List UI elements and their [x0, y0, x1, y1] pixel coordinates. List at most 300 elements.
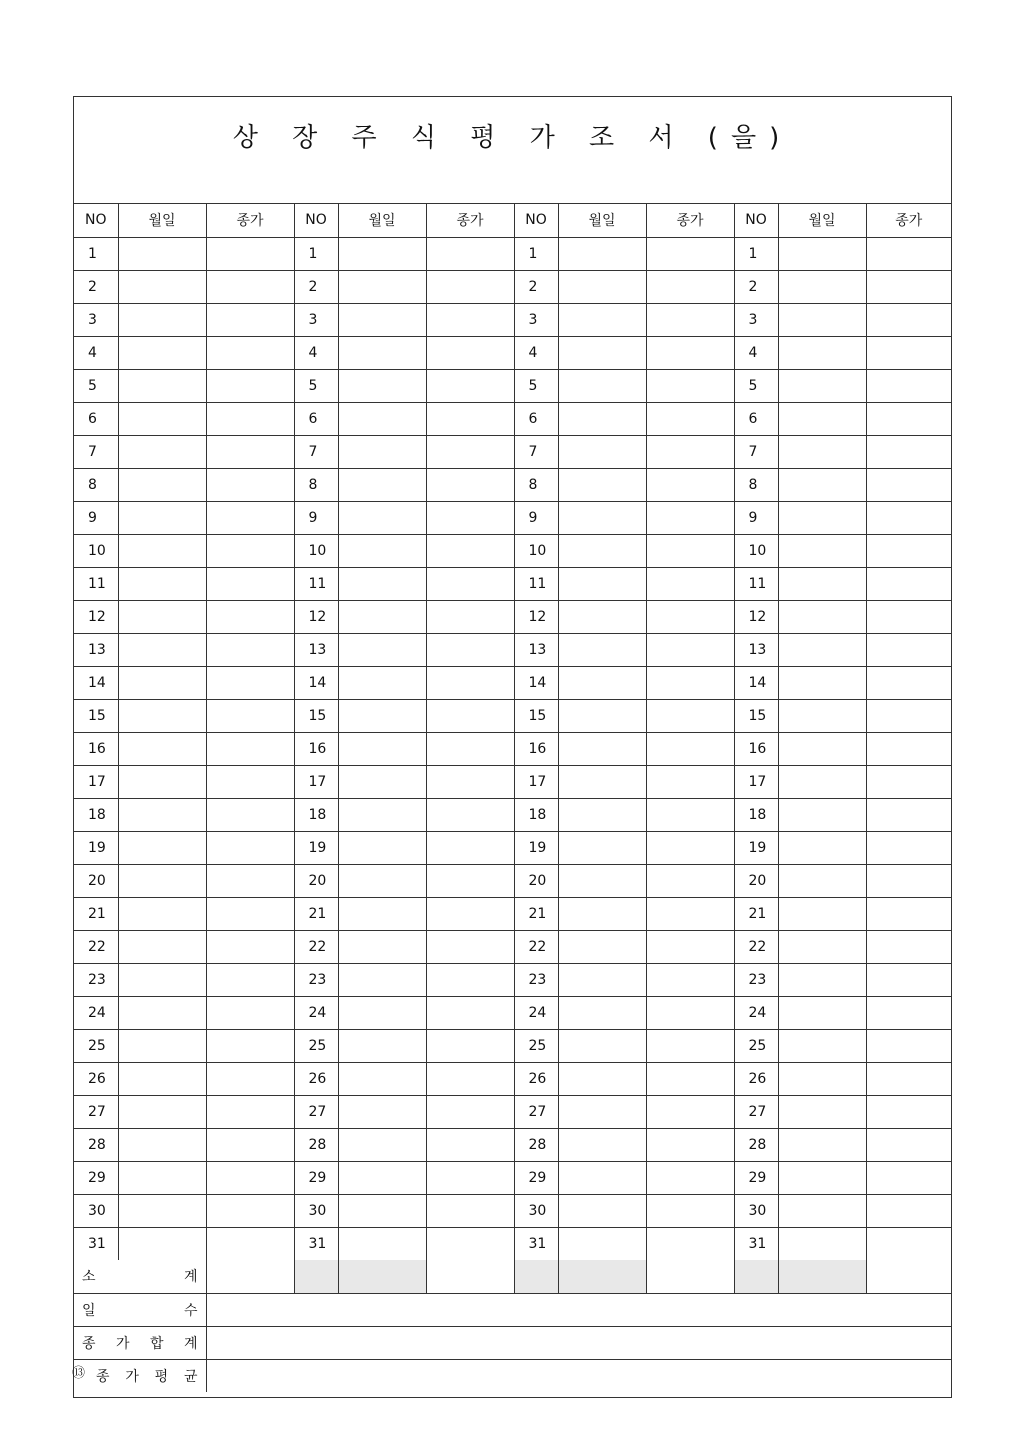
table-row [74, 633, 951, 666]
date-cell [118, 435, 206, 468]
price-cell [866, 666, 951, 699]
date-cell [118, 732, 206, 765]
price-cell [646, 666, 734, 699]
subtotal-cell [338, 1260, 426, 1293]
row-number: 2 [294, 270, 338, 303]
price-cell [646, 369, 734, 402]
row-number: 21 [294, 897, 338, 930]
table-row [74, 699, 951, 732]
row-number: 5 [74, 369, 118, 402]
price-cell [206, 831, 294, 864]
row-number: 10 [734, 534, 778, 567]
date-cell [338, 237, 426, 270]
price-cell [866, 501, 951, 534]
row-number: 2 [74, 270, 118, 303]
price-cell [206, 1194, 294, 1227]
table-row [74, 930, 951, 963]
date-cell [118, 567, 206, 600]
row-number: 15 [514, 699, 558, 732]
price-cell [646, 897, 734, 930]
price-cell [646, 633, 734, 666]
price-cell [426, 732, 514, 765]
row-number: 4 [74, 336, 118, 369]
table-row [74, 666, 951, 699]
row-number: 20 [514, 864, 558, 897]
row-number: 13 [734, 633, 778, 666]
row-number: 11 [74, 567, 118, 600]
price-cell [206, 501, 294, 534]
row-number: 9 [294, 501, 338, 534]
price-cell [866, 1227, 951, 1260]
price-cell [646, 831, 734, 864]
date-cell [558, 468, 646, 501]
price-cell [426, 1062, 514, 1095]
price-cell [646, 864, 734, 897]
row-number: 7 [294, 435, 338, 468]
header-price: 종가 [426, 204, 514, 237]
row-number: 31 [294, 1227, 338, 1260]
date-cell [338, 765, 426, 798]
date-cell [338, 336, 426, 369]
subtotal-row [74, 1260, 951, 1293]
date-cell [338, 831, 426, 864]
date-cell [558, 501, 646, 534]
price-cell [646, 996, 734, 1029]
date-cell [118, 699, 206, 732]
row-number: 18 [734, 798, 778, 831]
price-cell [426, 666, 514, 699]
row-number: 21 [514, 897, 558, 930]
price-cell [426, 237, 514, 270]
row-number: 25 [294, 1029, 338, 1062]
price-cell [646, 1029, 734, 1062]
date-cell [778, 468, 866, 501]
row-number: 27 [514, 1095, 558, 1128]
row-number: 30 [734, 1194, 778, 1227]
price-cell [426, 1095, 514, 1128]
row-number: 16 [734, 732, 778, 765]
row-number: 27 [734, 1095, 778, 1128]
price-cell [206, 963, 294, 996]
table-row [74, 831, 951, 864]
price-cell [206, 270, 294, 303]
price-cell [866, 468, 951, 501]
price-cell [646, 534, 734, 567]
table-row [74, 1128, 951, 1161]
date-cell [338, 864, 426, 897]
date-cell [558, 930, 646, 963]
price-cell [866, 897, 951, 930]
row-number: 23 [734, 963, 778, 996]
date-cell [118, 468, 206, 501]
date-cell [558, 798, 646, 831]
row-number: 15 [294, 699, 338, 732]
row-number: 5 [734, 369, 778, 402]
date-cell [118, 1095, 206, 1128]
price-cell [426, 1227, 514, 1260]
date-cell [338, 303, 426, 336]
date-cell [118, 864, 206, 897]
date-cell [118, 270, 206, 303]
date-cell [338, 1128, 426, 1161]
row-number: 21 [734, 897, 778, 930]
date-cell [118, 633, 206, 666]
date-cell [558, 534, 646, 567]
row-number: 19 [514, 831, 558, 864]
row-number: 27 [74, 1095, 118, 1128]
date-cell [558, 1029, 646, 1062]
price-cell [866, 864, 951, 897]
row-number: 18 [514, 798, 558, 831]
date-cell [118, 1062, 206, 1095]
date-cell [558, 402, 646, 435]
row-number: 25 [734, 1029, 778, 1062]
date-cell [338, 369, 426, 402]
price-cell [426, 270, 514, 303]
row-number: 20 [74, 864, 118, 897]
row-number: 7 [734, 435, 778, 468]
row-number: 5 [514, 369, 558, 402]
subtotal-cell [646, 1260, 734, 1293]
price-cell [646, 1194, 734, 1227]
price-cell [206, 369, 294, 402]
price-cell [206, 303, 294, 336]
date-cell [778, 567, 866, 600]
price-cell [646, 765, 734, 798]
date-cell [118, 1029, 206, 1062]
price-cell [426, 369, 514, 402]
date-cell [558, 765, 646, 798]
row-number: 4 [734, 336, 778, 369]
date-cell [118, 930, 206, 963]
price-cell [646, 600, 734, 633]
date-cell [338, 633, 426, 666]
price-cell [426, 699, 514, 732]
date-cell [118, 666, 206, 699]
price-cell [206, 435, 294, 468]
subtotal-cell [206, 1260, 294, 1293]
date-cell [118, 798, 206, 831]
row-number: 7 [514, 435, 558, 468]
header-date: 월일 [338, 204, 426, 237]
row-number: 29 [294, 1161, 338, 1194]
price-cell [646, 1227, 734, 1260]
price-cell [866, 534, 951, 567]
price-cell [426, 402, 514, 435]
row-number: 17 [514, 765, 558, 798]
date-cell [338, 732, 426, 765]
days-label: 일 수 [74, 1293, 206, 1326]
date-cell [558, 1062, 646, 1095]
evaluation-form [73, 96, 952, 1398]
price-cell [206, 897, 294, 930]
row-number: 26 [734, 1062, 778, 1095]
row-number: 23 [514, 963, 558, 996]
row-number: 1 [514, 237, 558, 270]
date-cell [118, 1227, 206, 1260]
price-cell [426, 864, 514, 897]
date-cell [778, 930, 866, 963]
title-area [74, 97, 951, 204]
date-cell [558, 864, 646, 897]
price-cell [866, 996, 951, 1029]
row-number: 3 [514, 303, 558, 336]
price-cell [646, 435, 734, 468]
date-cell [558, 237, 646, 270]
date-cell [558, 600, 646, 633]
row-number: 13 [514, 633, 558, 666]
row-number: 15 [734, 699, 778, 732]
row-number: 11 [734, 567, 778, 600]
row-number: 15 [74, 699, 118, 732]
price-cell [646, 567, 734, 600]
row-number: 28 [514, 1128, 558, 1161]
date-cell [778, 534, 866, 567]
row-number: 10 [294, 534, 338, 567]
header-price: 종가 [646, 204, 734, 237]
date-cell [338, 963, 426, 996]
row-number: 19 [74, 831, 118, 864]
price-cell [866, 633, 951, 666]
date-cell [338, 600, 426, 633]
date-cell [338, 1227, 426, 1260]
price-cell [866, 1161, 951, 1194]
price-cell [866, 435, 951, 468]
subtotal-label: 소 계 [74, 1260, 206, 1293]
date-cell [778, 1161, 866, 1194]
price-cell [206, 699, 294, 732]
price-cell [866, 798, 951, 831]
row-number: 17 [74, 765, 118, 798]
date-cell [118, 369, 206, 402]
date-cell [338, 1161, 426, 1194]
price-cell [646, 1128, 734, 1161]
price-cell [206, 1161, 294, 1194]
price-cell [206, 798, 294, 831]
date-cell [778, 600, 866, 633]
row-number: 22 [734, 930, 778, 963]
row-number: 4 [294, 336, 338, 369]
row-number: 25 [74, 1029, 118, 1062]
table-row [74, 963, 951, 996]
date-cell [118, 600, 206, 633]
row-number: 2 [734, 270, 778, 303]
price-cell [426, 534, 514, 567]
row-number: 13 [294, 633, 338, 666]
row-number: 1 [734, 237, 778, 270]
table-row [74, 567, 951, 600]
row-number: 29 [74, 1161, 118, 1194]
price-cell [206, 468, 294, 501]
price-cell [426, 1194, 514, 1227]
table-body [74, 204, 951, 1260]
date-cell [778, 897, 866, 930]
row-number: 30 [294, 1194, 338, 1227]
row-number: 8 [734, 468, 778, 501]
price-cell [866, 1062, 951, 1095]
row-number: 26 [514, 1062, 558, 1095]
date-cell [338, 1062, 426, 1095]
row-number: 29 [514, 1161, 558, 1194]
date-cell [778, 732, 866, 765]
price-cell [426, 303, 514, 336]
row-number: 28 [294, 1128, 338, 1161]
price-cell [866, 567, 951, 600]
date-cell [558, 666, 646, 699]
price-cell [866, 1194, 951, 1227]
row-number: 20 [734, 864, 778, 897]
date-cell [558, 699, 646, 732]
row-number: 14 [74, 666, 118, 699]
date-cell [558, 963, 646, 996]
date-cell [558, 1095, 646, 1128]
price-cell [646, 303, 734, 336]
date-cell [338, 1095, 426, 1128]
row-number: 22 [514, 930, 558, 963]
row-number: 4 [514, 336, 558, 369]
date-cell [338, 930, 426, 963]
row-number: 14 [514, 666, 558, 699]
table-row [74, 1161, 951, 1194]
price-sum-value [206, 1326, 951, 1359]
header-price: 종가 [206, 204, 294, 237]
price-cell [866, 831, 951, 864]
price-cell [646, 468, 734, 501]
price-cell [206, 1128, 294, 1161]
price-cell [206, 1095, 294, 1128]
table-row [74, 600, 951, 633]
date-cell [778, 435, 866, 468]
date-cell [778, 699, 866, 732]
row-number: 12 [734, 600, 778, 633]
date-cell [778, 270, 866, 303]
price-cell [646, 402, 734, 435]
row-number: 6 [74, 402, 118, 435]
table-row [74, 237, 951, 270]
price-cell [426, 1161, 514, 1194]
header-date: 월일 [778, 204, 866, 237]
price-cell [426, 798, 514, 831]
date-cell [118, 831, 206, 864]
price-cell [646, 501, 734, 534]
row-number: 9 [74, 501, 118, 534]
price-cell [866, 600, 951, 633]
date-cell [338, 1029, 426, 1062]
row-number: 29 [734, 1161, 778, 1194]
row-number: 24 [74, 996, 118, 1029]
table-row [74, 996, 951, 1029]
header-no: NO [74, 204, 118, 237]
row-number: 20 [294, 864, 338, 897]
row-number: 1 [74, 237, 118, 270]
row-number: 3 [294, 303, 338, 336]
row-number: 10 [74, 534, 118, 567]
price-cell [866, 237, 951, 270]
date-cell [558, 567, 646, 600]
price-cell [206, 996, 294, 1029]
price-cell [206, 1029, 294, 1062]
price-cell [206, 402, 294, 435]
date-cell [558, 633, 646, 666]
date-cell [778, 864, 866, 897]
page-title: 상 장 주 식 평 가 조 서 (을) [232, 123, 793, 153]
date-cell [338, 666, 426, 699]
price-cell [426, 765, 514, 798]
date-cell [558, 435, 646, 468]
date-cell [118, 897, 206, 930]
price-cell [866, 1095, 951, 1128]
date-cell [338, 270, 426, 303]
header-price: 종가 [866, 204, 951, 237]
price-cell [646, 1062, 734, 1095]
row-number: 2 [514, 270, 558, 303]
date-cell [778, 237, 866, 270]
price-cell [646, 963, 734, 996]
subtotal-cell [558, 1260, 646, 1293]
date-cell [338, 699, 426, 732]
row-number: 13 [74, 633, 118, 666]
row-number: 9 [514, 501, 558, 534]
price-cell [426, 930, 514, 963]
row-number: 31 [514, 1227, 558, 1260]
row-number: 18 [74, 798, 118, 831]
date-cell [118, 534, 206, 567]
row-number: 3 [74, 303, 118, 336]
row-number: 22 [294, 930, 338, 963]
table-row [74, 1095, 951, 1128]
date-cell [118, 963, 206, 996]
table-row [74, 1227, 951, 1260]
price-table [74, 204, 951, 1392]
price-cell [646, 699, 734, 732]
row-number: 19 [734, 831, 778, 864]
date-cell [778, 1062, 866, 1095]
date-cell [778, 402, 866, 435]
row-number: 23 [294, 963, 338, 996]
row-number: 14 [294, 666, 338, 699]
row-number: 6 [294, 402, 338, 435]
row-number: 14 [734, 666, 778, 699]
header-date: 월일 [558, 204, 646, 237]
price-cell [646, 930, 734, 963]
row-number: 24 [294, 996, 338, 1029]
date-cell [338, 435, 426, 468]
table-row [74, 1062, 951, 1095]
subtotal-cell [866, 1260, 951, 1293]
row-number: 24 [734, 996, 778, 1029]
row-number: 16 [74, 732, 118, 765]
row-number: 8 [294, 468, 338, 501]
date-cell [118, 996, 206, 1029]
date-cell [118, 1161, 206, 1194]
date-cell [118, 303, 206, 336]
table-row [74, 765, 951, 798]
date-cell [118, 336, 206, 369]
price-cell [646, 1161, 734, 1194]
row-number: 7 [74, 435, 118, 468]
date-cell [778, 963, 866, 996]
price-cell [426, 435, 514, 468]
price-cell [426, 1128, 514, 1161]
price-cell [426, 633, 514, 666]
date-cell [558, 1128, 646, 1161]
date-cell [558, 270, 646, 303]
price-cell [426, 1029, 514, 1062]
price-avg-value [206, 1359, 951, 1392]
date-cell [338, 798, 426, 831]
price-cell [646, 1095, 734, 1128]
row-number: 26 [294, 1062, 338, 1095]
